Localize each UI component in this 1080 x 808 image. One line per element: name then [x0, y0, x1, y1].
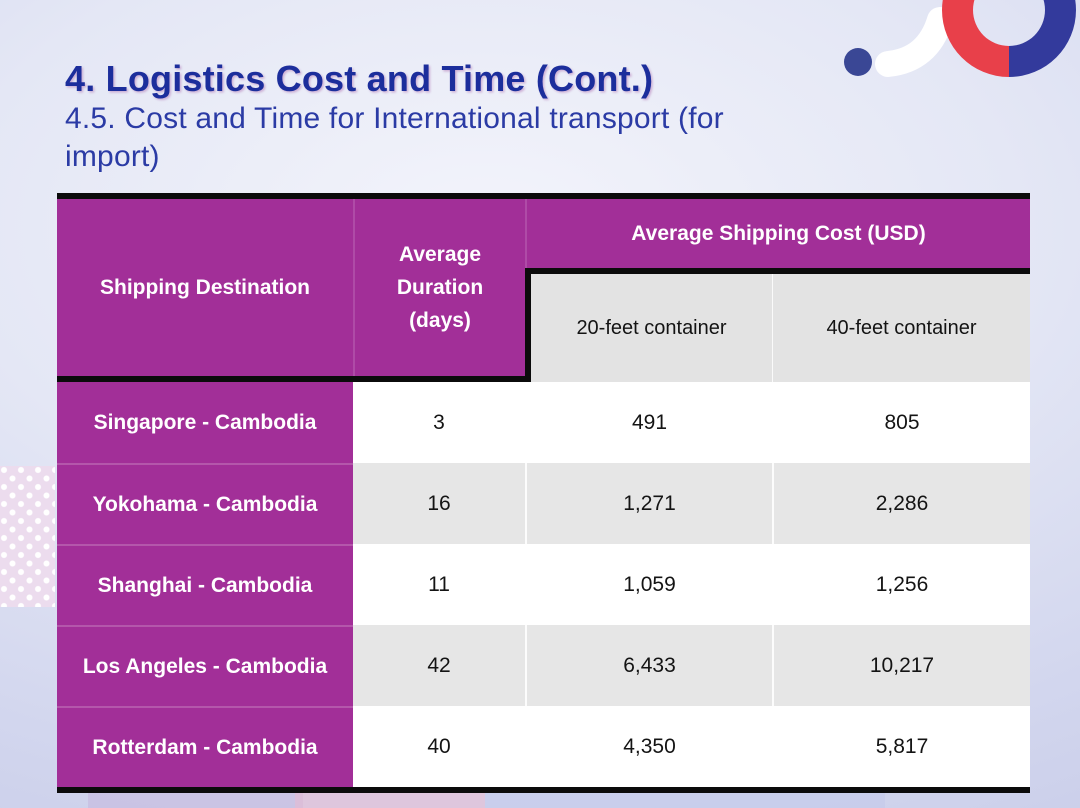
- destination-cell: Singapore - Cambodia: [57, 382, 353, 463]
- donut-red-half: [942, 0, 1009, 77]
- duration-cell: 3: [353, 382, 525, 463]
- corner-decoration: [830, 0, 1080, 90]
- cost-20ft-cell: 1,059: [525, 544, 772, 625]
- cost-40ft-cell: 805: [772, 382, 1030, 463]
- destination-cell: Los Angeles - Cambodia: [57, 625, 353, 706]
- white-swoosh-icon: [888, 20, 940, 64]
- dotted-pattern-decoration: [0, 466, 55, 607]
- header-average-duration: [353, 199, 525, 376]
- table-row: [57, 544, 1030, 625]
- donut-blue-half: [1009, 0, 1076, 77]
- bottom-decor-strip: [485, 792, 885, 808]
- header-duration-line: (days): [409, 309, 471, 332]
- table-row: [57, 706, 1030, 787]
- destination-cell: Yokohama - Cambodia: [57, 463, 353, 544]
- cost-20ft-cell: 6,433: [525, 625, 772, 706]
- destination-cell: Shanghai - Cambodia: [57, 544, 353, 625]
- subheader-row: [531, 274, 1030, 382]
- cost-40ft-cell: 5,817: [772, 706, 1030, 787]
- destination-cell: Rotterdam - Cambodia: [57, 706, 353, 787]
- page-title: 4. Logistics Cost and Time (Cont.): [65, 58, 654, 100]
- cost-40ft-cell: 1,256: [772, 544, 1030, 625]
- cost-20ft-cell: 4,350: [525, 706, 772, 787]
- donut-ring-icon: [942, 0, 1076, 77]
- cost-40ft-cell: 2,286: [772, 463, 1030, 544]
- header-average-shipping-cost-label: Average Shipping Cost (USD): [631, 221, 926, 245]
- header-shipping-destination-label: Shipping Destination: [100, 275, 310, 299]
- duration-cell: 40: [353, 706, 525, 787]
- cost-40ft-cell: 10,217: [772, 625, 1030, 706]
- header-40-feet-container: 40-feet container: [772, 274, 1030, 382]
- duration-cell: 16: [353, 463, 525, 544]
- header-duration-line: Duration: [396, 276, 484, 299]
- header-duration-line: Average: [398, 243, 482, 266]
- table-row: [57, 463, 1030, 544]
- cost-20ft-cell: 491: [525, 382, 772, 463]
- subtitle-line-2: import): [65, 140, 160, 173]
- header-average-shipping-cost: [525, 199, 1030, 268]
- header-20-feet-container: 20-feet container: [576, 316, 727, 339]
- duration-cell: 42: [353, 625, 525, 706]
- bottom-decor-strip: [88, 792, 303, 808]
- navy-dot-icon: [844, 48, 872, 76]
- duration-cell: 11: [353, 544, 525, 625]
- shipping-cost-table: [57, 193, 1030, 793]
- subtitle-line-1: 4.5. Cost and Time for International transport (for: [65, 102, 724, 135]
- cost-20ft-cell: 1,271: [525, 463, 772, 544]
- table-row: [57, 625, 1030, 706]
- table-row: [57, 382, 1030, 463]
- section-subtitle: [65, 100, 724, 176]
- header-shipping-destination: [57, 199, 353, 376]
- table-bottom-border: [57, 787, 1030, 793]
